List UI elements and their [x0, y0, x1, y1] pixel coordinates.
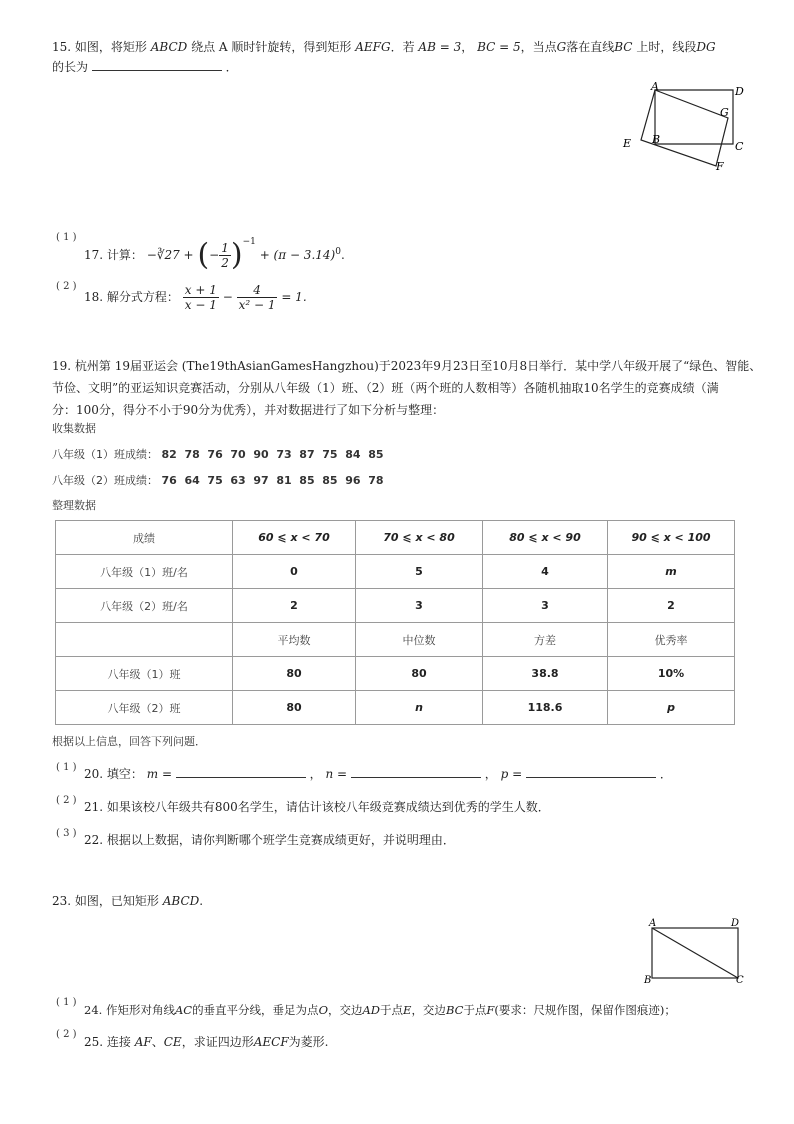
p-answer-blank[interactable] — [526, 765, 656, 778]
q23-pt-D: D — [731, 918, 740, 929]
q17-subpart: ( 1 ) — [56, 232, 77, 243]
q23-figure — [640, 914, 750, 986]
m-answer-blank[interactable] — [176, 765, 306, 778]
q15-pt-D: D — [735, 85, 744, 98]
q25-subpart: ( 2 ) — [56, 1029, 77, 1040]
table-row: 八年级（2）班 80 n 118.6 p — [56, 691, 735, 725]
q18-fraction-1: $\frac{x + 1}{x - 1}$ — [184, 283, 217, 312]
table-row: 八年级（1）班 80 80 38.8 10% — [56, 657, 735, 691]
q15-figure — [615, 80, 755, 175]
q19-line1: 19. 杭州第 19届亚运会 (The19thAsianGamesHangzhou)于2023年9月23日至10月8日举行．某中学八年级开展了“绿色、智能、 — [52, 359, 762, 373]
class2-scores: 76 64 75 63 97 81 85 85 96 78 — [161, 474, 384, 487]
stats-table — [55, 520, 735, 725]
table-row: 八年级（1）班/名 0 5 4 m — [56, 555, 735, 589]
q25-line: 25. 连接 AF、CE，求证四边形AECF为菱形. — [84, 1035, 329, 1049]
q20-line: 20. 填空： m = ， n = ， p = ． — [84, 767, 672, 781]
q15-pt-B: B — [652, 133, 661, 146]
answer-intro: 根据以上信息，回答下列问题． — [52, 735, 206, 748]
q19-line2: 节俭、文明”的亚运知识竞赛活动，分别从八年级（1）班、（2）班（两个班的人数相等）各随机抽取10名学生的竞赛成绩（满 — [52, 381, 719, 395]
q22-subpart: ( 3 ) — [56, 828, 77, 839]
q15-number: 15. — [52, 40, 72, 54]
q17-fraction: $\frac{1}{2}$ — [221, 241, 229, 270]
q22-text: 22. 根据以上数据，请你判断哪个班学生竞赛成绩更好，并说明理由． — [84, 833, 455, 847]
q18-subpart: ( 2 ) — [56, 281, 77, 292]
q23-line: 23. 如图，已知矩形 ABCD. — [52, 894, 204, 908]
q15-pt-G: G — [720, 106, 729, 119]
class2-scores-row: 八年级（2）班成绩： 76 64 75 63 97 81 85 85 96 78 — [52, 474, 384, 487]
q17-line: 17. 计算： −∛27 + (− $\frac{1}{2}$ )$^{-1} + (\pi - 3.14)^0$. — [84, 237, 345, 273]
q15-answer-blank[interactable] — [92, 58, 222, 71]
class1-scores-row: 八年级（1）班成绩： 82 78 76 70 90 73 87 75 84 85 — [52, 448, 384, 461]
rect-aefg — [641, 90, 728, 166]
q15-pt-A: A — [651, 80, 659, 93]
q24-line: 24. 作矩形对角线AC的垂直平分线，垂足为点O，交边AD于点E，交边BC于点F(要求：尺规作图，保留作图痕迹)； — [84, 1003, 676, 1017]
q21-text: 21. 如果该校八年级共有800名学生，请估计该校八年级竞赛成绩达到优秀的学生人数． — [84, 800, 550, 814]
q23-pt-C: C — [736, 975, 744, 986]
q18-fraction-2: $\frac{4}{\text{x² − 1}}$ — [238, 283, 276, 312]
q18-line: 18. 解分式方程： $\frac{x + 1}{x - 1}$ − $\frac{4}{\text{x² − 1}}$ = 1. — [84, 283, 307, 312]
q23-pt-B: B — [644, 975, 652, 986]
n-answer-blank[interactable] — [351, 765, 481, 778]
class1-scores: 82 78 76 70 90 73 87 75 84 85 — [161, 448, 384, 461]
q21-subpart: ( 2 ) — [56, 795, 77, 806]
table-row: 平均数 中位数 方差 优秀率 — [56, 623, 735, 657]
table-row: 成绩 60 ⩽ x < 70 70 ⩽ x < 80 80 ⩽ x < 90 90 ⩽ x < 100 — [56, 521, 735, 555]
diagonal-ac — [652, 928, 738, 978]
q15-line2: 的长为 ． — [52, 60, 238, 74]
q20-subpart: ( 1 ) — [56, 762, 77, 773]
q19-line3: 分：100分，得分不小于90分为优秀），并对数据进行了如下分析与整理： — [52, 403, 445, 417]
q15-line1: 15. 如图，将矩形 ABCD 绕点 A 顺时针旋转，得到矩形 AEFG．若 AB = 3， BC = 5，当点G落在直线BC 上时，线段DG — [52, 40, 716, 54]
q15-pt-F: F — [716, 160, 724, 173]
q23-pt-A: A — [649, 918, 657, 929]
table-row: 八年级（2）班/名 2 3 3 2 — [56, 589, 735, 623]
q24-subpart: ( 1 ) — [56, 997, 77, 1008]
q15-pt-C: C — [735, 140, 744, 153]
collect-data-title: 收集数据 — [52, 422, 96, 435]
organize-data-title: 整理数据 — [52, 499, 96, 512]
q15-pt-E: E — [623, 137, 632, 150]
